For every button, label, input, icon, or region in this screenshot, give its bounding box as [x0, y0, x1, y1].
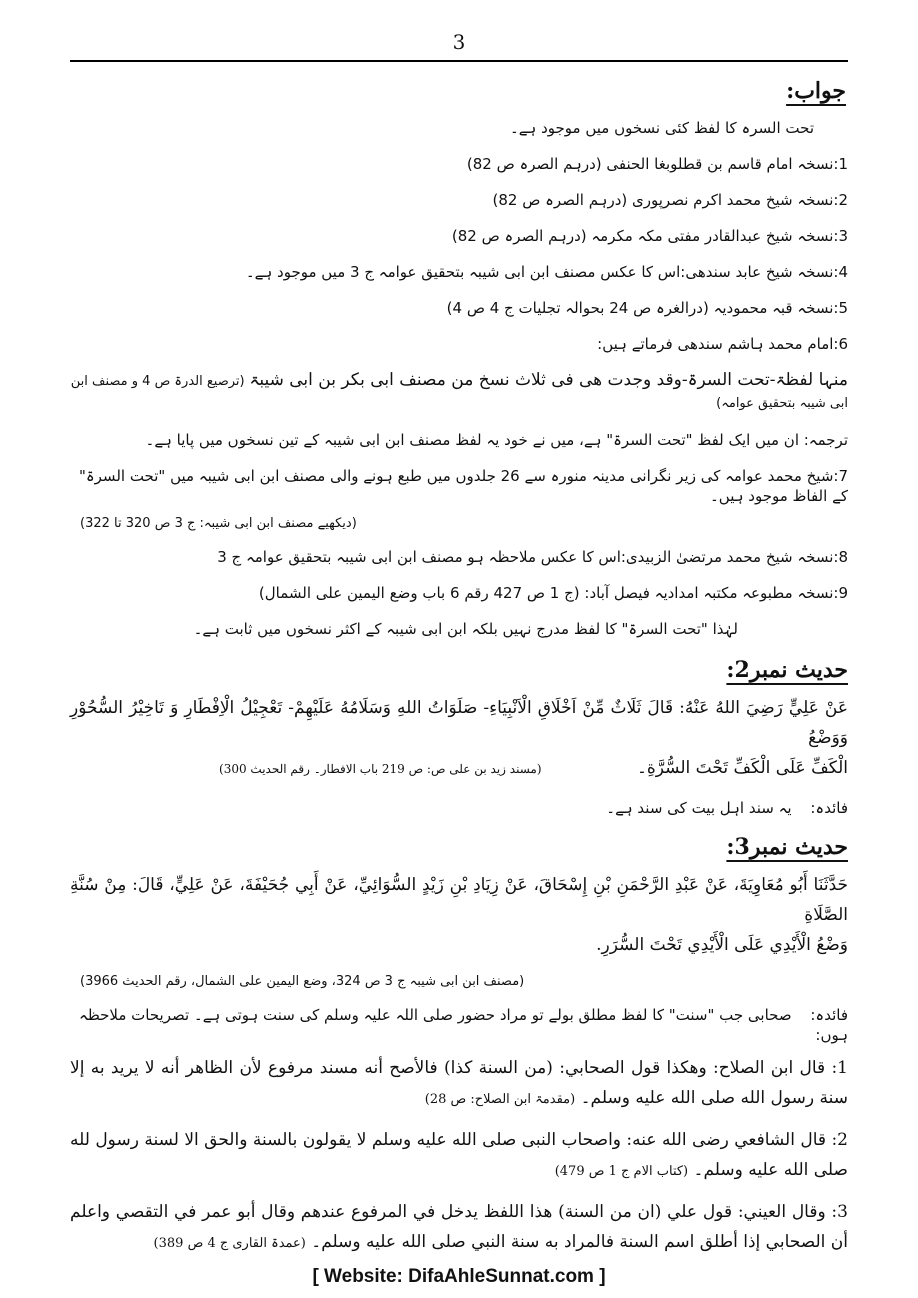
list-item: 3:نسخہ شیخ عبدالقادر مفتی مکہ مکرمہ (درہم الصرہ ص 82)	[451, 227, 848, 245]
note-text: 2: قال الشافعي رضى الله عنه: واصحاب النبى صلى الله عليه وسلم لا يقولون بالسنة والحق الا لسنة رسول لله صلى الله عليه وسلم۔	[70, 1130, 848, 1180]
website-footer: [ Website: DifaAhleSunnat.com ]	[312, 1266, 606, 1287]
note-text: 1: قال ابن الصلاح: وهكذا قول الصحابي: (من السنة كذا) فالأصح أنه مسند مرفوع لأن الظاهر أنه لا يريد به إلا سنة رسول الله صلى الله عليه وسلم۔	[70, 1058, 848, 1108]
top-rule	[70, 60, 848, 62]
note-reference: (کتاب الام ج 1 ص 479)	[554, 1164, 689, 1179]
answer-heading: جواب:	[786, 78, 846, 104]
hadith3-section	[70, 834, 848, 1259]
hadith2-section	[70, 657, 848, 818]
hadith2-heading: حدیث نمبر2:	[726, 657, 848, 683]
quote-text: منہا لفظۃ-تحت السرۃ-وقد وجدت ھی فی ثلاث نسخ من مصنف ابی بکر بن ابی شیبۃ	[249, 370, 848, 390]
hadith2-text-line2	[70, 753, 848, 784]
benefit-label: فائدہ:	[810, 1006, 848, 1024]
note-reference: (عمدۃ القاری ج 4 ص 389)	[153, 1236, 306, 1251]
hadith3-text-line2: وَضْعُ الْأَيْدِي عَلَى الْأَيْدِي تَحْتَ السُّرَرِ.	[596, 935, 848, 955]
page-content	[70, 72, 848, 1259]
answer-section	[70, 72, 848, 639]
list-item: 5:نسخہ قبہ محمودیہ (درالغرہ ص 24 بحوالہ تجلیات ج 4 ص 4)	[446, 299, 848, 317]
list-item: 1:نسخہ امام قاسم بن قطلوبغا الحنفی (درہم الصرہ ص 82)	[466, 155, 848, 173]
answer-intro: تحت السرہ کا لفظ کئی نسخوں میں موجود ہے۔	[509, 119, 814, 137]
note-reference: (مقدمۃ ابن الصلاح: ص 28)	[424, 1092, 576, 1107]
hadith2-benefit	[70, 798, 848, 818]
hadith2-text-end: الْكَفِّ عَلَى الْكَفِّ تَحْتَ السُّرَّةِ۔	[636, 758, 848, 778]
benefit-label: فائدہ:	[810, 799, 848, 817]
note-text: 3: وقال العيني: قول علي (ان من السنة) هذا اللفظ يدخل في المرفوع عندهم وقال أبو عمر في التقصي واعلم أن الصحابي إذا أطلق اسم السنة فالمراد به سنة النبي صلى الله عليه وسلم۔	[70, 1202, 848, 1252]
list-item: 4:نسخہ شیخ عابد سندھی:اس کا عکس مصنف ابن ابی شیبہ بتحقیق عوامہ ج 3 میں موجود ہے۔	[245, 263, 848, 281]
hadith3-benefit	[70, 1005, 848, 1045]
translation: ترجمہ: ان میں ایک لفظ "تحت السرۃ" ہے، میں نے خود یہ لفظ مصنف ابن ابی شیبہ کے تین نسخوں میں پایا ہے۔	[145, 431, 848, 449]
hadith3-reference: (مصنف ابن ابی شیبہ ج 3 ص 324، وضع الیمین علی الشمال، رقم الحدیث 3966)	[80, 974, 525, 989]
benefit-text: صحابی جب "سنت" کا لفظ مطلق بولے تو مراد حضور صلی اللہ علیہ وسلم کی سنت ہوتی ہے۔ تصریحات ملاحظہ ہوں:	[79, 1006, 848, 1044]
list-item: 9:نسخہ مطبوعہ مکتبہ امدادیہ فیصل آباد: (ج 1 ص 427 رقم 6 باب وضع الیمین علی الشمال)	[258, 584, 848, 602]
arabic-quote	[70, 370, 848, 414]
list-item: 6:امام محمد ہاشم سندھی فرماتے ہیں:	[597, 335, 848, 353]
list-item: 8:نسخہ شیخ محمد مرتضیٰ الزبیدی:اس کا عکس ملاحظہ ہو مصنف ابن ابی شیبہ بتحقیق عوامہ ج 3	[217, 548, 848, 566]
hadith3-heading: حدیث نمبر3:	[726, 834, 848, 860]
benefit-text: یہ سند اہل بیت کی سند ہے۔	[606, 799, 792, 817]
note-item	[70, 1053, 848, 1115]
page-number: 3	[452, 30, 466, 54]
conclusion: لہٰذا "تحت السرۃ" کا لفظ مدرج نہیں بلکہ ابن ابی شیبہ کے اکثر نسخوں میں ثابت ہے۔	[193, 620, 738, 638]
list-item: 7:شیخ محمد عوامہ کی زیر نگرانی مدینہ منورہ سے 26 جلدوں میں طبع ہونے والی مصنف ابن ابی شیبہ میں "تحت السرۃ" کے الفاظ موجود ہیں۔	[78, 467, 848, 505]
note-item	[70, 1125, 848, 1187]
hadith3-text: حَدَّثَنَا أَبُو مُعَاوِيَةَ، عَنْ عَبْدِ الرَّحْمَنِ بْنِ إِسْحَاقَ، عَنْ زِيَادِ بْنِ زَيْدٍ السُّوَائِيِّ، عَنْ أَبِي جُحَيْفَةَ، عَنْ عَلِيٍّ، قَالَ: مِنْ سُنَّةِ الصَّلَاةِ	[70, 875, 848, 925]
item7-reference: (دیکھیے مصنف ابن ابی شیبہ: ج 3 ص 320 تا 322)	[80, 516, 357, 531]
quote-reference: (ترصیع الدرۃ ص 4 و مصنف ابن ابی شیبہ بتحقیق عوامہ)	[70, 374, 848, 411]
list-item: 2:نسخہ شیخ محمد اکرم نصرپوری (درہم الصرہ ص 82)	[492, 191, 848, 209]
hadith2-reference: (مسند زید بن علی ص: ص 219 باب الافطار۔ رقم الحدیث 300)	[219, 762, 542, 776]
note-item	[70, 1197, 848, 1259]
hadith2-text: عَنْ عَلِيٍّ رَضِيَ اللهُ عَنْهُ: قَالَ ثَلَاثٌ مِّنْ اَخْلَاقِ الْاَنْبِيَاءِ- صَلَوَاتُ اللهِ وَسَلَامُهُ عَلَيْهِمْ- تَعْجِيْلُ الْاِفْطَارِ وَ تَاخِيْرُ السُّحُوْرِ وَوَضْعُ	[70, 698, 848, 748]
